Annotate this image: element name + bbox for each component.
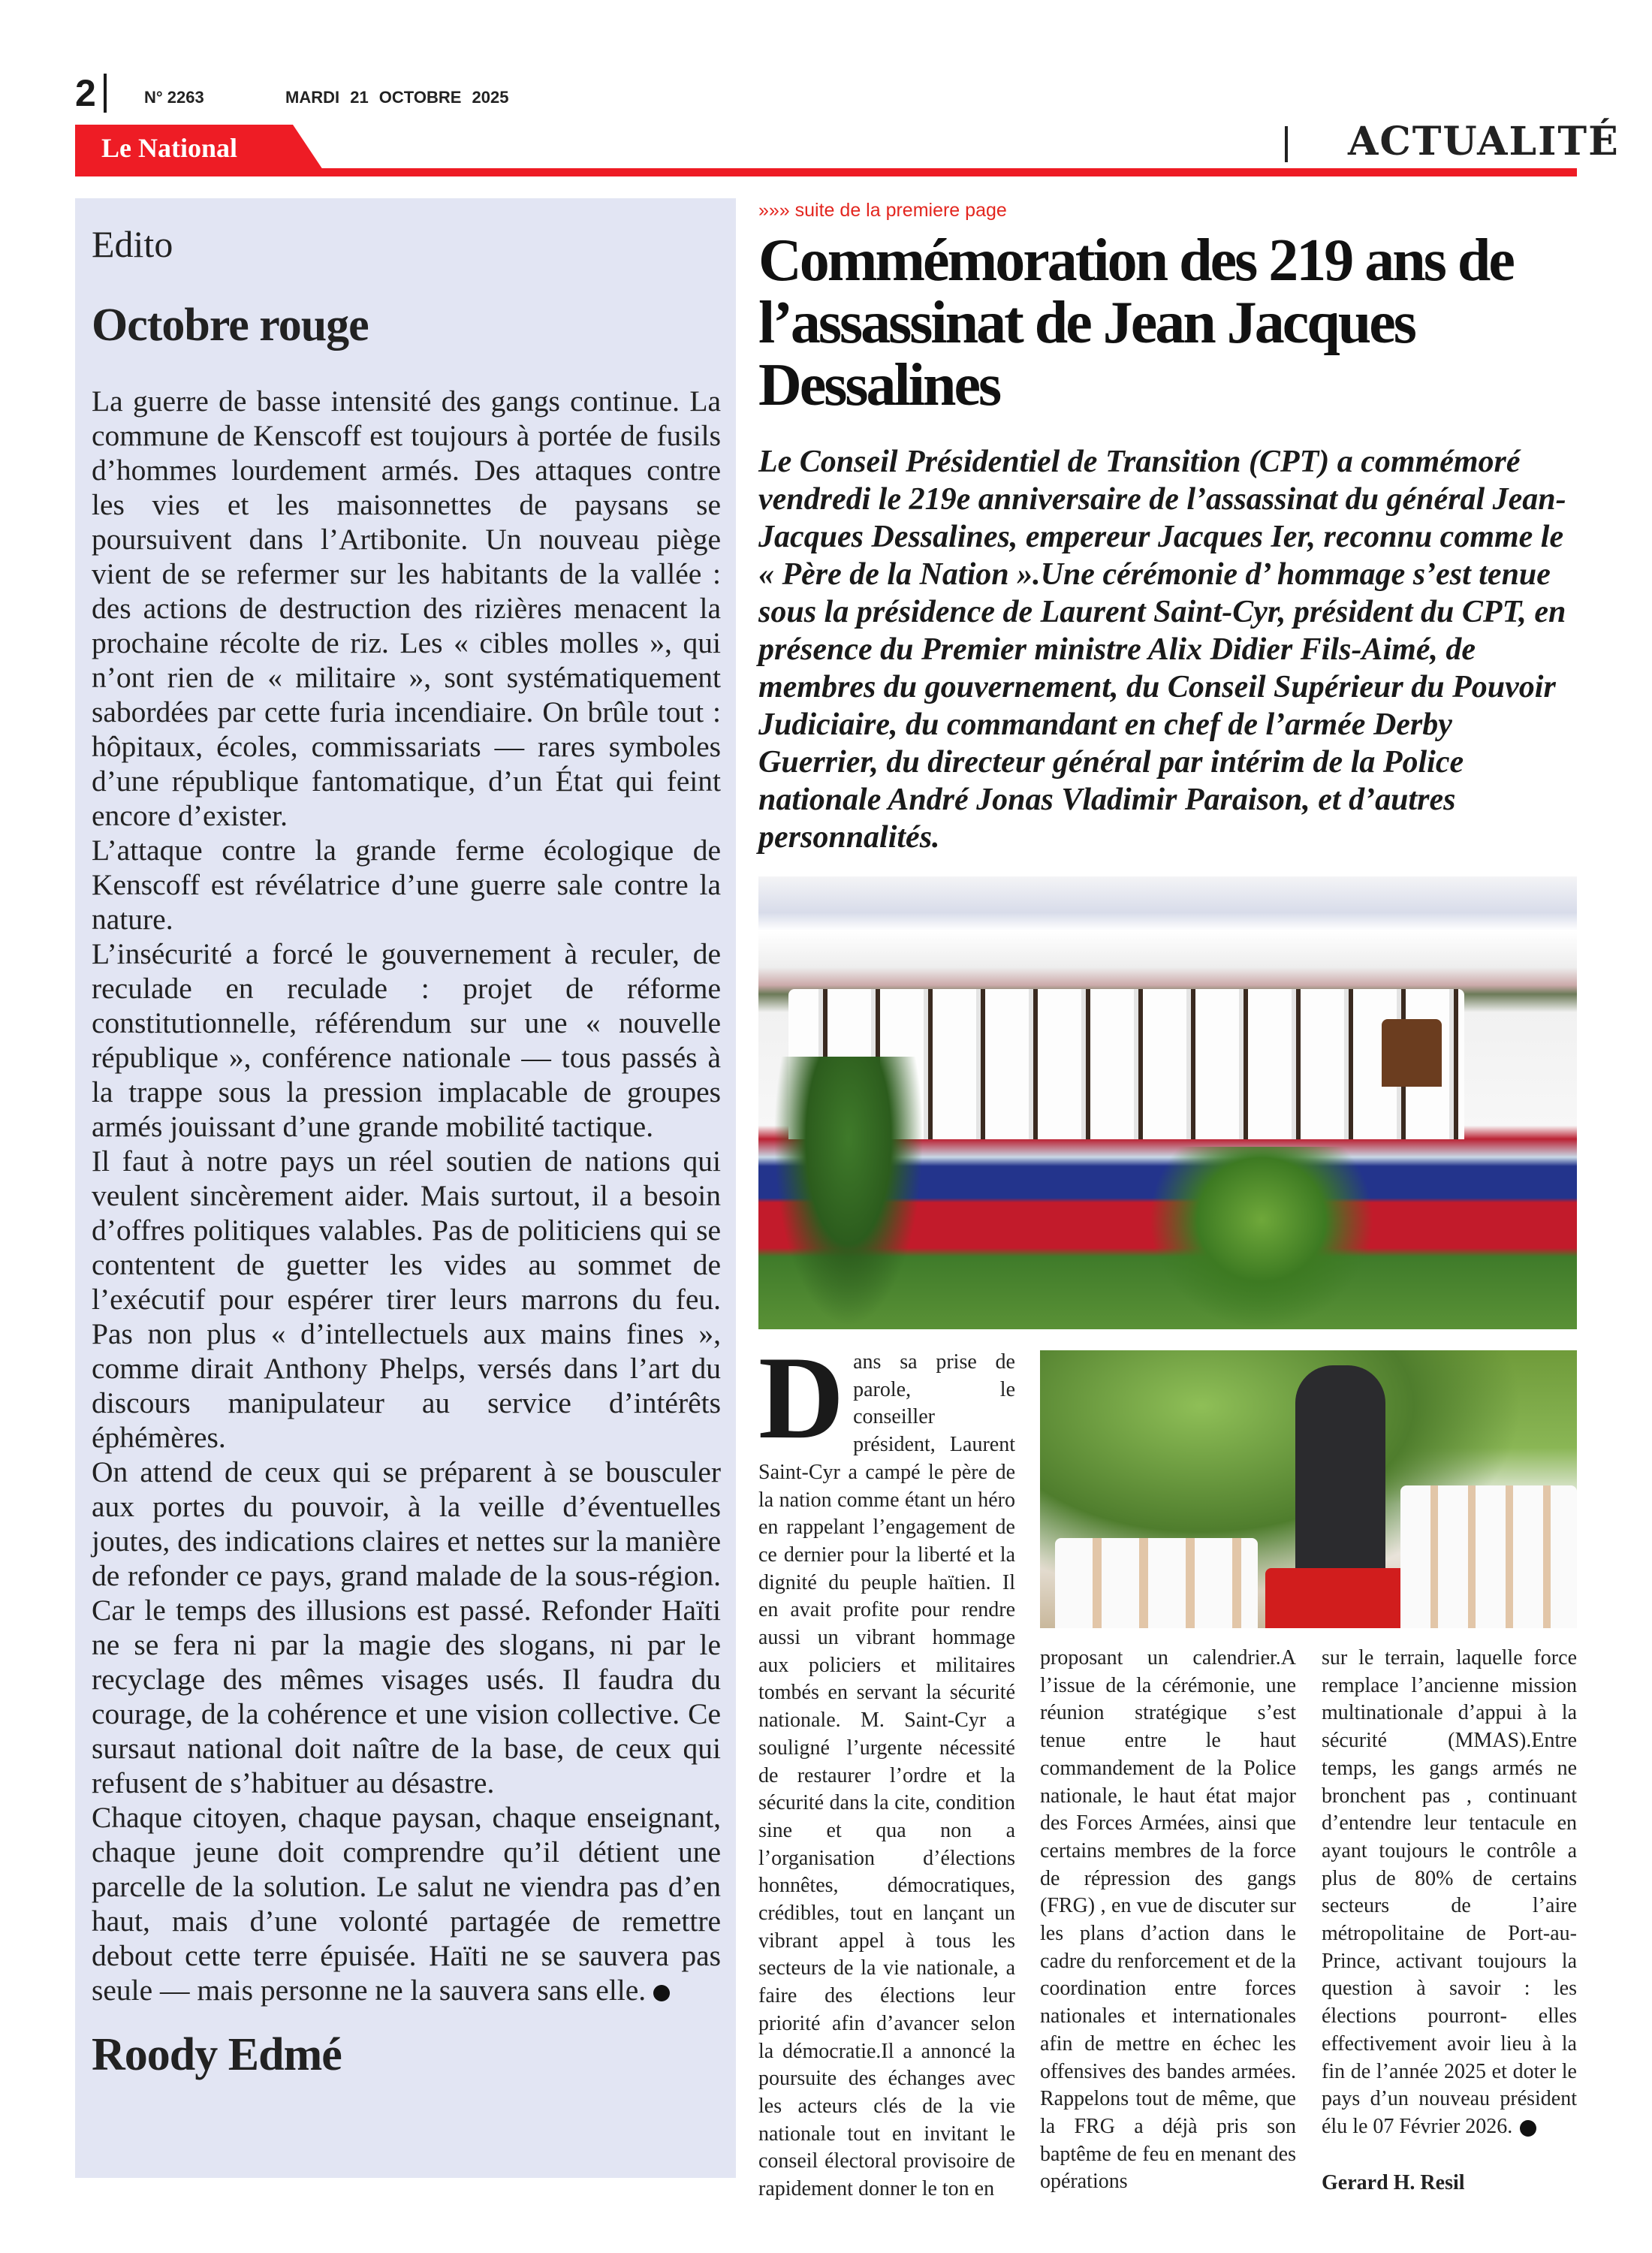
divider [1285, 126, 1288, 162]
podium [1382, 1019, 1442, 1087]
palm-tree [1149, 1147, 1374, 1329]
article-column-3 [1322, 1645, 1577, 2197]
end-mark-icon [1520, 2120, 1536, 2137]
edito-box [75, 198, 736, 2178]
paragraph: L’insécurité a forcé le gouvernement à reculer, de reculade en reculade : projet de réforme constitutionnelle, référendum sur une « nouvelle république », conférence nationale — tous passés à la trappe sous la pression implacable de groupes armés jouissant d’une grande mobilité tactique. [92, 937, 721, 1143]
audience-photo [1040, 1350, 1577, 1628]
bust-statue [1295, 1365, 1385, 1591]
edito-author: Roody Edmé [92, 2029, 342, 2080]
paragraph: On attend de ceux qui se préparent à se bousculer aux portes du pouvoir, à la veille d’éventuelles joutes, des indications claires et nettes sur la manière de refonder ce pays, grand malade de la sous-région. Car le temps des illusions est passé. Refonder Haïti ne se fera ni par la magie des slogans, ni par le recyclage des mêmes visages usés. Il faudra du courage, de la cohérence et une vision collective. Ce sursaut national doit naître de la base, de ceux qui refusent de s’habituer au désastre. [92, 1455, 721, 1799]
paragraph [92, 1800, 721, 2007]
article-lead: Le Conseil Présidentiel de Transition (CPT) a commémoré vendredi le 219e anniversaire de l’assassinat du général Jean-Jacques Dessalines, empereur Jacques Ier, reconnu comme le « Père de la Nation ».Une cérémonie d’ hommage s’est tenue sous la présidence de Laurent Saint-Cyr, président du CPT, en présence du Premier ministre Alix Didier Fils-Aimé, de membres du gouvernement, du Conseil Supérieur du Pouvoir Judiciaire, du commandant en chef de l’armée Derby Guerrier, du directeur général par intérim de la Police nationale André Jonas Vladimir Paraison, et d’autres personnalités. [758, 445, 1566, 855]
edito-body [92, 384, 721, 2007]
end-mark-icon [653, 1985, 670, 2001]
article-column-1 [758, 1332, 1015, 2203]
paragraph: Il faut à notre pays un réel soutien de nations qui veulent sincèrement aider. Mais surtout, il a besoin d’offres politiques valables. Pas de politiciens qui se contentent de guetter les vides au sommet de l’exécutif pour espérer tirer leurs marrons du feu. Pas non plus « d’intellectuels aux mains fines », comme dirait Anthony Phelps, versés dans l’art du discours manipulateur au service d’intérêts éphémères. [92, 1145, 721, 1454]
paragraph: L’attaque contre la grande ferme écologique de Kenscoff est révélatrice d’une guerre sale contre la nature. [92, 834, 721, 936]
brand-logo: Le National [101, 133, 238, 163]
red-table [1265, 1568, 1423, 1628]
section-title: ACTUALITÉ [1348, 119, 1620, 164]
paragraph: La guerre de basse intensité des gangs continue. La commune de Kenscoff est toujours à portée de fusils d’hommes lourdement armés. Des attaques contre les vies et les maisonnettes de paysans se poursuivent dans l’Artibonite. Un nouveau piège vient de se refermer sur les habitants de la vallée : des actions de destruction des rizières menacent la prochaine récolte de riz. Les « cibles molles », qui n’ont rien de « militaire », sont systématiquement sabordées par cette furia incendiaire. On brûle tout : hôpitaux, écoles, commissariats — rares symboles d’une république fantomatique, d’un État qui feint encore d’exister. [92, 385, 721, 832]
column-text: ans sa prise de parole, le conseiller président, Laurent Saint-Cyr a campé le père de la nation comme étant un héro en rappelant l’engagement de ce dernier pour la liberté et la dignité du peuple haïtien. Il en avait profite pour rendre aussi un vibrant hommage aux policiers et militaires tombés en servant la sécurité nationale. M. Saint-Cyr a souligné l’urgente nécessité de restaurer l’ordre et la sécurité dans la cite, condition sine et qua non a l’organisation d’élections honnêtes, démocratiques, crédibles, tout en lançant un vibrant appel à tous les secteurs de la vie nationale, a faire des élections leur priorité afin d’avancer selon la démocratie.Il a annoncé la poursuite des échanges avec les acteurs clés de la vie nationale tout en invitant le conseil électoral provisoire de rapidement donner le ton en [758, 1350, 1015, 2201]
seated-guests [1055, 1538, 1258, 1628]
seated-guests [1400, 1485, 1577, 1628]
palm-tree [773, 1057, 924, 1327]
article-title: Commémoration des 219 ans de l’assassinat de Jean Jacques Dessalines [758, 228, 1513, 418]
edito-title: Octobre rouge [92, 300, 369, 351]
issue-number: N° 2263 [144, 88, 204, 107]
paragraph-text: Chaque citoyen, chaque paysan, chaque enseignant, chaque jeune doit comprendre qu’il détient une parcelle de la solution. Le salut ne viendra pas d’en haut, mais d’une volonté partagée de remettre debout cette terre épuisée. Haïti ne se sauvera pas seule — mais personne ne la sauvera sans elle. [92, 1801, 721, 2007]
drop-cap: D [758, 1332, 845, 1464]
issue-date: MARDI 21 OCTOBRE 2025 [285, 88, 509, 107]
ceremony-photo [758, 876, 1577, 1329]
continued-label: »»» suite de la premiere page [758, 200, 1007, 221]
page-number: 2 [75, 72, 96, 114]
column-text: sur le terrain, laquelle force remplace l’ancienne mission multinationale d’appui à la sécurité (MMAS).Entre temps, les gangs armés ne bronchent pas , continuant d’entendre leur tentacule en ayant toujours le contrôle a plus de 80% de certains secteurs de l’aire métropolitaine de Port-au-Prince, activant toujours la question à savoir : les élections pourront- elles effectivement avoir lieu à la fin de l’année 2025 et doter le pays d’un nouveau président élu le 07 Février 2026. [1322, 1646, 1577, 2138]
article-author: Gerard H. Resil [1322, 2170, 1465, 2194]
divider [104, 74, 107, 113]
edito-kicker: Edito [92, 223, 173, 265]
header-rule [75, 168, 1577, 176]
article-column-2: proposant un calendrier.A l’issue de la cérémonie, une réunion stratégique s’est tenue entre le haut commandement de la Police nationale, le haut état major des Forces Armées, ainsi que certains membres de la force de répression des gangs (FRG) , en vue de discuter sur les plans d’action dans le cadre du renforcement et de la coordination entre forces nationales et internationales afin de mettre en échec les offensives des bandes armées. Rappelons tout de même, que la FRG a déjà pris son baptême de feu en menant des opérations [1040, 1646, 1296, 2194]
